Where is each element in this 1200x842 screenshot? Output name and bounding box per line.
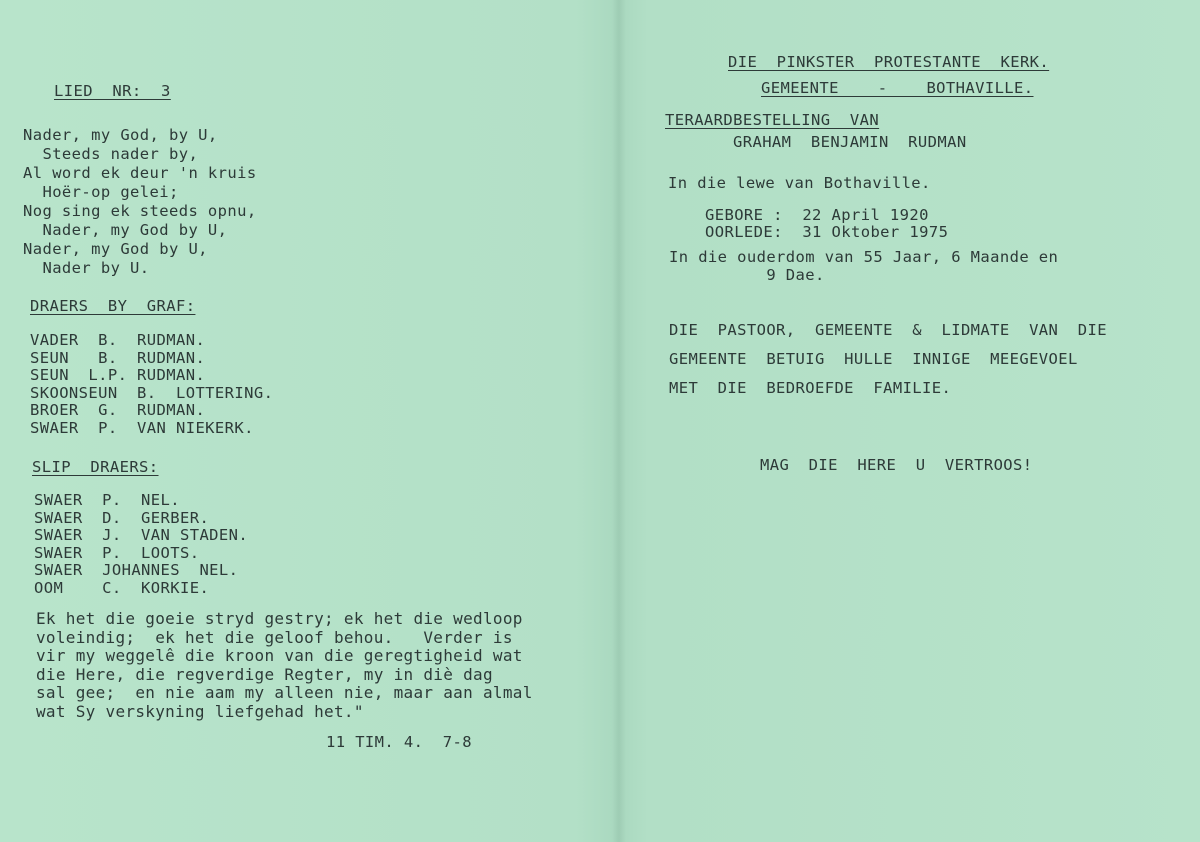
age-line: 9 Dae. — [669, 266, 825, 284]
list-item: SEUN L.P. RUDMAN. — [30, 366, 206, 384]
list-item: SWAER D. GERBER. — [34, 508, 210, 527]
hymn-line: Al word ek deur 'n kruis — [23, 164, 257, 182]
list-item: SEUN B. RUDMAN. — [30, 348, 206, 367]
pall-bearers-heading: SLIP DRAERS: — [32, 458, 159, 476]
list-item: SWAER P. VAN NIEKERK. — [30, 418, 254, 437]
center-fold — [612, 0, 626, 842]
scripture-reference: 11 TIM. 4. 7-8 — [326, 733, 472, 751]
blessing: MAG DIE HERE U VERTROOS! — [760, 456, 1033, 474]
bearers-heading: DRAERS BY GRAF: — [30, 297, 196, 315]
condolence-line: DIE PASTOOR, GEMEENTE & LIDMATE VAN DIE — [669, 321, 1107, 339]
bearers-list — [30, 332, 273, 437]
hymn-line: Hoër-op gelei; — [23, 183, 179, 201]
burial-heading: TERAARDBESTELLING VAN — [665, 111, 880, 129]
hymn-line: Steeds nader by, — [23, 145, 199, 163]
hymn-line: Nader by U. — [23, 259, 150, 277]
list-item: OOM C. KORKIE. — [34, 578, 210, 597]
list-item: SWAER JOHANNES NEL. — [34, 561, 239, 579]
scripture-verse — [36, 610, 533, 721]
hymn-line: Nog sing ek steeds opnu, — [23, 202, 257, 220]
pall-bearers-list — [34, 492, 248, 597]
verse-line: sal gee; en nie aam my alleen nie, maar aan almal — [36, 683, 533, 702]
verse-line: Ek het die goeie stryd gestry; ek het die wedloop — [36, 609, 523, 628]
hymn-line: Nader, my God by U, — [23, 240, 208, 258]
life-line: In die lewe van Bothaville. — [668, 174, 931, 192]
age-statement — [669, 248, 1058, 284]
list-item: SWAER P. LOOTS. — [34, 543, 200, 562]
death-date: OORLEDE: 31 Oktober 1975 — [705, 223, 949, 241]
deceased-name: GRAHAM BENJAMIN RUDMAN — [733, 133, 967, 151]
list-item: VADER B. RUDMAN. — [30, 331, 206, 349]
hymn-verse — [23, 126, 257, 278]
condolence-line: MET DIE BEDROEFDE FAMILIE. — [669, 379, 952, 397]
verse-line: die Here, die regverdige Regter, my in diè dag — [36, 664, 493, 684]
congregation: GEMEENTE - BOTHAVILLE. — [761, 79, 1034, 97]
verse-line: wat Sy verskyning liefgehad het." — [36, 701, 364, 721]
hymn-title: LIED NR: 3 — [54, 82, 171, 100]
list-item: SWAER P. NEL. — [34, 491, 180, 509]
list-item: SWAER J. VAN STADEN. — [34, 526, 249, 544]
hymn-line: Nader, my God by U, — [23, 221, 228, 239]
condolence-message — [669, 316, 1107, 403]
born-date: GEBORE : 22 April 1920 — [705, 206, 929, 224]
condolence-line: GEMEENTE BETUIG HULLE INNIGE MEEGEVOEL — [669, 350, 1078, 368]
age-line: In die ouderdom van 55 Jaar, 6 Maande en — [669, 248, 1059, 266]
hymn-line: Nader, my God, by U, — [23, 126, 218, 144]
verse-line: voleindig; ek het die geloof behou. Verder is — [36, 627, 513, 647]
list-item: SKOONSEUN B. LOTTERING. — [30, 383, 274, 402]
verse-line: vir my weggelê die kroon van die geregtigheid wat — [36, 646, 523, 665]
list-item: BROER G. RUDMAN. — [30, 401, 206, 419]
church-name: DIE PINKSTER PROTESTANTE KERK. — [728, 53, 1050, 71]
